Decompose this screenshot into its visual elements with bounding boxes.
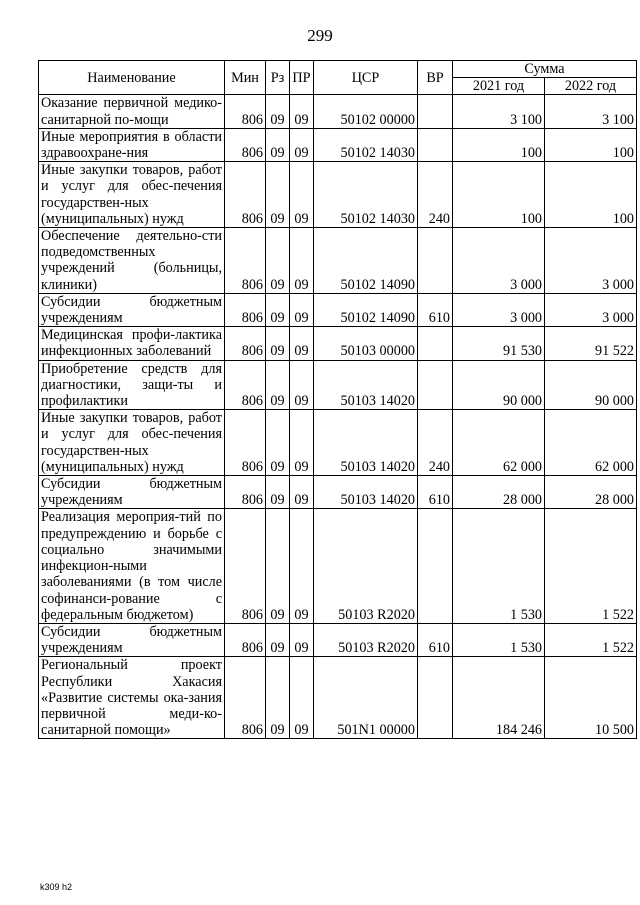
cell-sum-2022: 100 xyxy=(545,128,637,161)
cell-csr: 50103 00000 xyxy=(314,327,418,360)
cell-rz: 09 xyxy=(266,509,290,623)
cell-sum-2021: 90 000 xyxy=(453,360,545,410)
header-sum: Сумма xyxy=(453,61,637,78)
cell-pr: 09 xyxy=(290,410,314,476)
table-row xyxy=(39,95,637,128)
cell-vr xyxy=(418,360,453,410)
cell-pr: 09 xyxy=(290,476,314,509)
cell-csr: 50103 14020 xyxy=(314,410,418,476)
cell-sum-2021: 3 000 xyxy=(453,293,545,326)
cell-sum-2021: 1 530 xyxy=(453,509,545,623)
cell-rz: 09 xyxy=(266,410,290,476)
cell-rz: 09 xyxy=(266,228,290,294)
cell-name: Иные закупки товаров, работ и услуг для обес-печения государствен-ных (муниципальных) нужд xyxy=(39,410,225,476)
header-year-2021: 2021 год xyxy=(453,78,545,95)
cell-name: Медицинская профи-лактика инфекционных заболеваний xyxy=(39,327,225,360)
table-row xyxy=(39,360,637,410)
cell-sum-2022: 100 xyxy=(545,162,637,228)
budget-table xyxy=(38,60,637,739)
cell-vr: 610 xyxy=(418,476,453,509)
cell-csr: 50102 14090 xyxy=(314,228,418,294)
header-name: Наименование xyxy=(39,61,225,95)
cell-pr: 09 xyxy=(290,509,314,623)
header-rz: Рз xyxy=(266,61,290,95)
cell-sum-2022: 10 500 xyxy=(545,657,637,739)
header-year-2022: 2022 год xyxy=(545,78,637,95)
table-row xyxy=(39,623,637,656)
header-min: Мин xyxy=(225,61,266,95)
header-csr: ЦСР xyxy=(314,61,418,95)
cell-pr: 09 xyxy=(290,228,314,294)
cell-sum-2022: 90 000 xyxy=(545,360,637,410)
cell-csr: 50103 R2020 xyxy=(314,623,418,656)
cell-sum-2021: 28 000 xyxy=(453,476,545,509)
footer-code: k309 h2 xyxy=(40,882,73,892)
table-row xyxy=(39,162,637,228)
table-row xyxy=(39,128,637,161)
cell-pr: 09 xyxy=(290,657,314,739)
page-number: 299 xyxy=(307,26,333,45)
cell-vr xyxy=(418,657,453,739)
cell-rz: 09 xyxy=(266,95,290,128)
cell-min: 806 xyxy=(225,657,266,739)
cell-csr: 50102 14030 xyxy=(314,162,418,228)
cell-sum-2021: 1 530 xyxy=(453,623,545,656)
cell-min: 806 xyxy=(225,95,266,128)
cell-pr: 09 xyxy=(290,128,314,161)
cell-pr: 09 xyxy=(290,360,314,410)
cell-vr xyxy=(418,327,453,360)
cell-vr xyxy=(418,228,453,294)
header-pr: ПР xyxy=(290,61,314,95)
header-vr: ВР xyxy=(418,61,453,95)
cell-sum-2021: 3 100 xyxy=(453,95,545,128)
cell-vr: 610 xyxy=(418,623,453,656)
cell-min: 806 xyxy=(225,293,266,326)
cell-pr: 09 xyxy=(290,293,314,326)
table-row xyxy=(39,293,637,326)
cell-name: Иные закупки товаров, работ и услуг для обес-печения государствен-ных (муниципальных) нужд xyxy=(39,162,225,228)
cell-rz: 09 xyxy=(266,293,290,326)
cell-rz: 09 xyxy=(266,128,290,161)
cell-sum-2021: 100 xyxy=(453,162,545,228)
cell-name: Субсидии бюджетным учреждениям xyxy=(39,623,225,656)
cell-csr: 501N1 00000 xyxy=(314,657,418,739)
cell-sum-2021: 184 246 xyxy=(453,657,545,739)
cell-pr: 09 xyxy=(290,95,314,128)
cell-rz: 09 xyxy=(266,657,290,739)
cell-csr: 50102 00000 xyxy=(314,95,418,128)
cell-name: Региональный проект Республики Хакасия «Развитие системы ока-зания первичной меди-ко-санитарной помощи» xyxy=(39,657,225,739)
cell-pr: 09 xyxy=(290,623,314,656)
cell-rz: 09 xyxy=(266,476,290,509)
cell-min: 806 xyxy=(225,128,266,161)
cell-name: Субсидии бюджетным учреждениям xyxy=(39,293,225,326)
cell-min: 806 xyxy=(225,327,266,360)
cell-sum-2022: 91 522 xyxy=(545,327,637,360)
cell-name: Приобретение средств для диагностики, защи-ты и профилактики xyxy=(39,360,225,410)
cell-vr: 610 xyxy=(418,293,453,326)
table-row xyxy=(39,657,637,739)
cell-sum-2022: 3 100 xyxy=(545,95,637,128)
cell-sum-2022: 28 000 xyxy=(545,476,637,509)
cell-vr xyxy=(418,128,453,161)
cell-sum-2021: 62 000 xyxy=(453,410,545,476)
cell-vr: 240 xyxy=(418,162,453,228)
cell-csr: 50103 14020 xyxy=(314,476,418,509)
cell-min: 806 xyxy=(225,623,266,656)
cell-sum-2022: 62 000 xyxy=(545,410,637,476)
table-row xyxy=(39,476,637,509)
cell-name: Обеспечение деятельно-сти подведомственных учреждений (больницы, клиники) xyxy=(39,228,225,294)
cell-vr xyxy=(418,95,453,128)
cell-min: 806 xyxy=(225,360,266,410)
cell-sum-2022: 3 000 xyxy=(545,293,637,326)
cell-csr: 50103 14020 xyxy=(314,360,418,410)
cell-sum-2022: 1 522 xyxy=(545,623,637,656)
cell-rz: 09 xyxy=(266,162,290,228)
cell-min: 806 xyxy=(225,162,266,228)
cell-name: Реализация мероприя-тий по предупреждению и борьбе с социально значимыми инфекцион-ными заболеваниями (в том числе софинанси-рование с федеральным бюджетом) xyxy=(39,509,225,623)
cell-rz: 09 xyxy=(266,327,290,360)
cell-min: 806 xyxy=(225,228,266,294)
cell-csr: 50102 14030 xyxy=(314,128,418,161)
cell-min: 806 xyxy=(225,410,266,476)
cell-name: Субсидии бюджетным учреждениям xyxy=(39,476,225,509)
cell-sum-2021: 91 530 xyxy=(453,327,545,360)
cell-csr: 50102 14090 xyxy=(314,293,418,326)
cell-name: Оказание первичной медико-санитарной по-мощи xyxy=(39,95,225,128)
cell-pr: 09 xyxy=(290,162,314,228)
cell-vr: 240 xyxy=(418,410,453,476)
cell-csr: 50103 R2020 xyxy=(314,509,418,623)
cell-min: 806 xyxy=(225,476,266,509)
table-row xyxy=(39,327,637,360)
cell-rz: 09 xyxy=(266,623,290,656)
cell-rz: 09 xyxy=(266,360,290,410)
cell-sum-2022: 1 522 xyxy=(545,509,637,623)
table-row xyxy=(39,410,637,476)
cell-sum-2022: 3 000 xyxy=(545,228,637,294)
cell-pr: 09 xyxy=(290,327,314,360)
cell-name: Иные мероприятия в области здравоохране-ния xyxy=(39,128,225,161)
cell-vr xyxy=(418,509,453,623)
table-row xyxy=(39,509,637,623)
table-row xyxy=(39,228,637,294)
cell-sum-2021: 3 000 xyxy=(453,228,545,294)
cell-sum-2021: 100 xyxy=(453,128,545,161)
cell-min: 806 xyxy=(225,509,266,623)
